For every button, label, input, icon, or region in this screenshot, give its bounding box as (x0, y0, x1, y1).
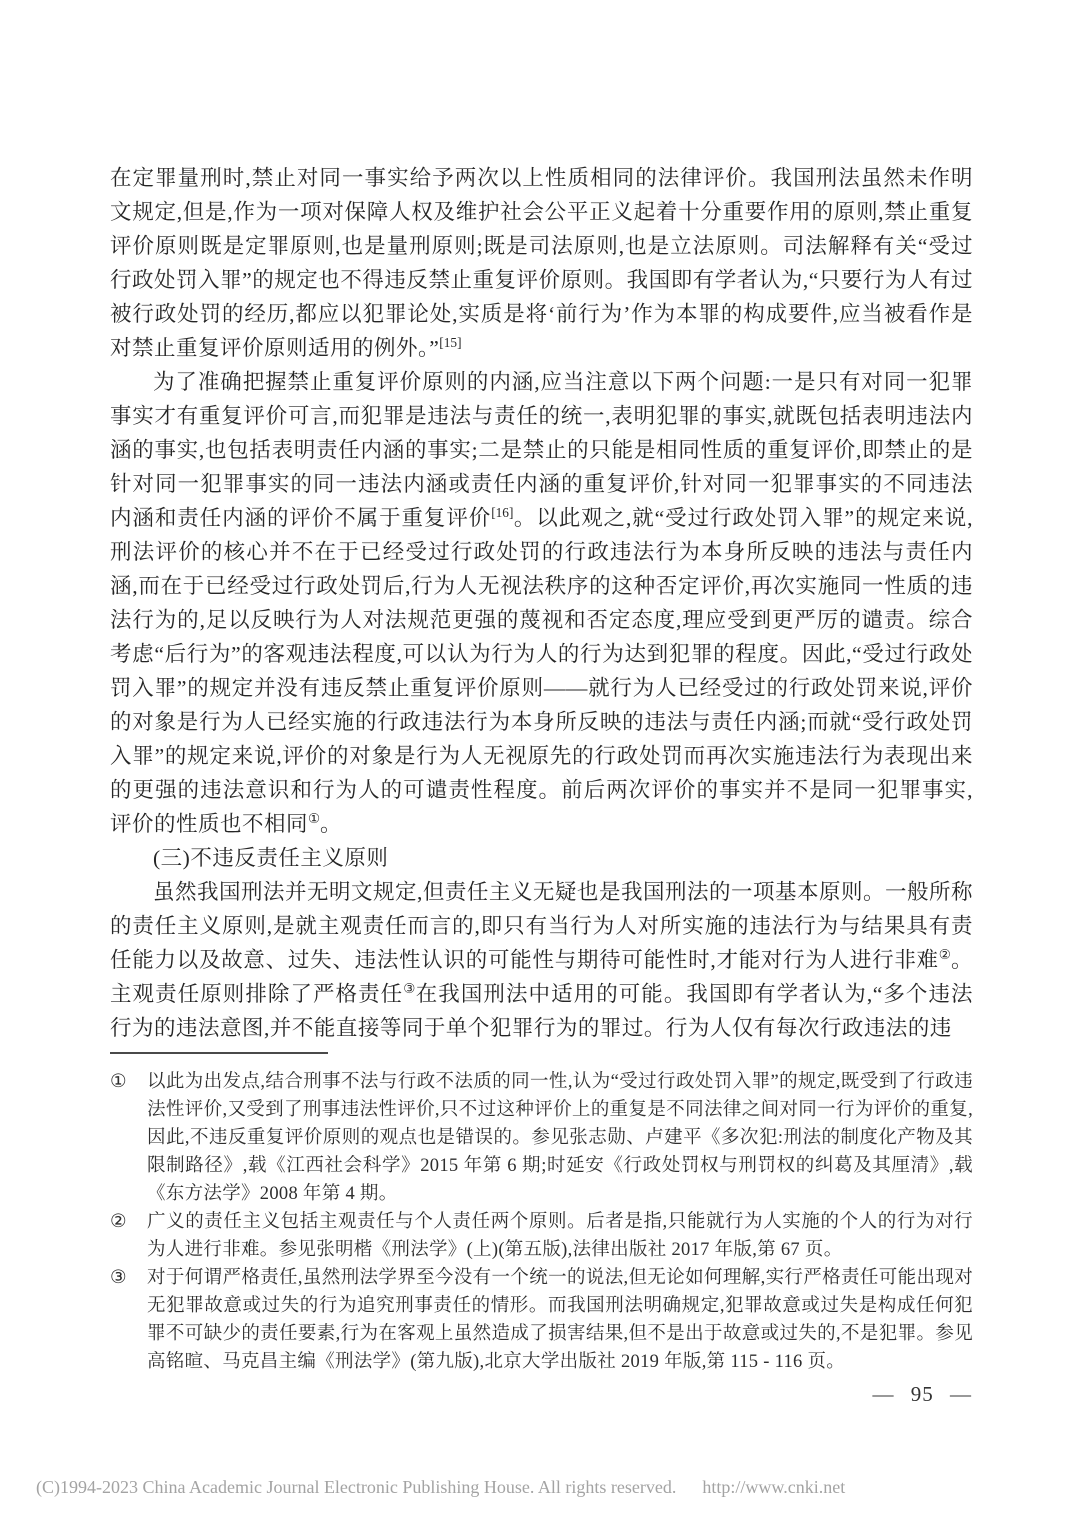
paragraph-text: 。主观责任原则排除了严格责任 (110, 948, 973, 1006)
paragraph-text: 在我国刑法中适用的可能。我国即有学者认为,“多个违法行为的违法意图,并不能直接等同于单个犯罪行为的罪过。行为人仅有每次行政违法的违 (110, 982, 974, 1040)
footnote-reference: [16] (491, 504, 514, 520)
footnote-text: 对于何谓严格责任,虽然刑法学界至今没有一个统一的说法,但无论如何理解,实行严格责任可能出现对无犯罪故意或过失的行为追究刑事责任的情形。而我国刑法明确规定,犯罪故意或过失是构成任何犯罪不可缺少的责任要素,行为在客观上虽然造成了损害结果,但不是出于故意或过失的,不是犯罪。参见高铭暄、马克昌主编《刑法学》(第九版),北京大学出版社 2019 年版,第 115 - 116 页。 (147, 1268, 973, 1372)
footnote-text: 以此为出发点,结合刑事不法与行政不法质的同一性,认为“受过行政处罚入罪”的规定,既受到了行政违法性评价,又受到了刑事违法性评价,只不过这种评价上的重复是不同法律之间对同一行为评价的重复,因此,不违反重复评价原则的观点也是错误的。参见张志勋、卢建平《多次犯:刑法的制度化产物及其限制路径》,载《江西社会科学》2015 年第 6 期;时延安《行政处罚权与刑罚权的纠葛及其厘清》,载《东方法学》2008 年第 4 期。 (147, 1072, 973, 1204)
footnote-text: 广义的责任主义包括主观责任与个人责任两个原则。后者是指,只能就行为人实施的个人的行为对行为人进行非难。参见张明楷《刑法学》(上)(第五版),法律出版社 2017 年版,第 67 页。 (147, 1212, 973, 1260)
footnotes (110, 1068, 973, 1376)
footnote-separator (110, 1052, 328, 1054)
footnote-marker: ① (110, 1072, 127, 1092)
paragraph-text: 。以此观之,就“受过行政处罚入罪”的规定来说,刑法评价的核心并不在于已经受过行政处罚的行政违法行为本身所反映的违法与责任内涵,而在于已经受过行政处罚后,行为人无视法秩序的这种否定评价,再次实施同一性质的违法行为的,足以反映行为人对法规范更强的蔑视和否定态度,理应受到更严厉的谴责。综合考虑“后行为”的客观违法程度,可以认为行为人的行为达到犯罪的程度。因此,“受过行政处罚入罪”的规定并没有违反禁止重复评价原则——就行为人已经受过的行政处罚来说,评价的对象是行为人已经实施的行政违法行为本身所反映的违法与责任内涵;而就“受行政处罚入罪”的规定来说,评价的对象是行为人无视原先的行政处罚而再次实施违法行为表现出来的更强的违法意识和行为人的可谴责性程度。前后两次评价的事实并不是同一犯罪事实,评价的性质也不相同 (110, 506, 973, 836)
footer-url: http://www.cnki.net (702, 1477, 846, 1497)
section-heading-three (110, 841, 973, 875)
footnote-reference: ① (308, 810, 320, 826)
footer-copyright: (C)1994-2023 China Academic Journal Electronic Publishing House. All rights reserved. (36, 1477, 677, 1497)
paragraph-text: 为了准确把握禁止重复评价原则的内涵,应当注意以下两个问题:一是只有对同一犯罪事实才有重复评价可言,而犯罪是违法与责任的统一,表明犯罪的事实,就既包括表明违法内涵的事实,也包括表明责任内涵的事实;二是禁止的只能是相同性质的重复评价,即禁止的是针对同一犯罪事实的同一违法内涵或责任内涵的重复评价,针对同一犯罪事实的不同违法内涵和责任内涵的评价不属于重复评价 (110, 370, 973, 530)
footnote-item (110, 1208, 973, 1264)
paragraph-responsibility-principle (110, 875, 973, 1045)
page-number: — 95 — (872, 1382, 972, 1406)
footer (36, 1477, 1056, 1498)
footnote-reference: ② (938, 946, 951, 962)
footnote-reference: ③ (403, 980, 416, 996)
footnote-item (110, 1264, 973, 1376)
paragraph-text: (三)不违反责任主义原则 (153, 846, 389, 870)
page-content (110, 161, 973, 1376)
footnote-marker: ③ (110, 1268, 127, 1288)
paragraph-text: 在定罪量刑时,禁止对同一事实给予两次以上性质相同的法律评价。我国刑法虽然未作明文规定,但是,作为一项对保障人权及维护社会公平正义起着十分重要作用的原则,禁止重复评价原则既是定罪原则,也是量刑原则;既是司法原则,也是立法原则。司法解释有关“受过行政处罚入罪”的规定也不得违反禁止重复评价原则。我国即有学者认为,“只要行为人有过被行政处罚的经历,都应以犯罪论处,实质是将‘前行为’作为本罪的构成要件,应当被看作是对禁止重复评价原则适用的例外。” (110, 166, 973, 360)
footnote-marker: ② (110, 1212, 127, 1232)
paragraph-two-questions (110, 365, 973, 841)
footnote-reference: [15] (439, 334, 462, 350)
paragraph-text: 虽然我国刑法并无明文规定,但责任主义无疑也是我国刑法的一项基本原则。一般所称的责任主义原则,是就主观责任而言的,即只有当行为人对所实施的违法行为与结果具有责任能力以及故意、过失、违法性认识的可能性与期待可能性时,才能对行为人进行非难 (110, 880, 973, 972)
body-paragraphs (110, 161, 973, 1045)
paragraph-continuation (110, 161, 973, 365)
paragraph-text: 。 (319, 812, 342, 836)
footnote-item (110, 1068, 973, 1208)
